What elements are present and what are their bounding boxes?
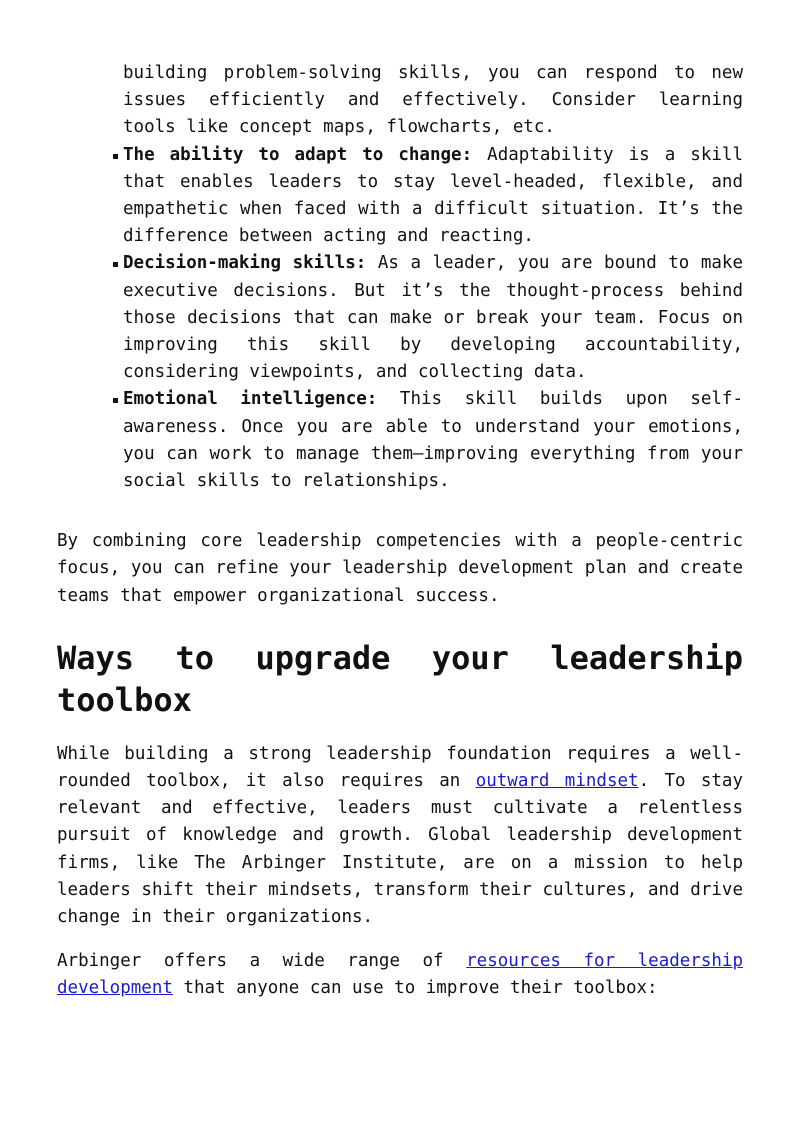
resources-paragraph bbox=[57, 948, 743, 1002]
list-item-title: Decision-making skills: bbox=[123, 253, 367, 274]
outward-mindset-link[interactable]: outward mindset bbox=[475, 771, 639, 792]
skills-list bbox=[57, 60, 743, 495]
resources-paragraph-start: Arbinger offers a wide range of bbox=[57, 951, 467, 972]
list-item-adapt bbox=[123, 142, 743, 251]
resources-paragraph-end: that anyone can use to improve their toolbox: bbox=[172, 978, 658, 999]
list-item-title: Emotional intelligence: bbox=[123, 389, 378, 410]
list-item-decision bbox=[123, 250, 743, 386]
toolbox-paragraph-start: While building a strong leadership foundation requires a well-rounded toolbox, it also requires an bbox=[57, 743, 743, 792]
summary-paragraph: By combining core leadership competencies with a people-centric focus, you can refine your leadership development plan and create teams that empower organizational success. bbox=[57, 531, 743, 606]
list-item-text: This skill builds upon self-awareness. Once you are able to understand your emotions, you can work to manage them—improving everything from your social skills to relationships. bbox=[123, 389, 744, 492]
list-item-title: The ability to adapt to change: bbox=[123, 144, 473, 165]
list-item-text: Adaptability is a skill that enables leaders to stay level-headed, flexible, and empathetic when faced with a difficult situation. It’s the difference between acting and reacting. bbox=[123, 144, 743, 247]
toolbox-paragraph-end: . To stay relevant and effective, leaders must cultivate a relentless pursuit of knowledge and growth. Global leadership development firms, like The Arbinger Institute, are on a mission to help leaders shift their mindsets, transform their cultures, and drive change in their organizations. bbox=[57, 771, 744, 928]
section-heading: Ways to upgrade your leadership toolbox bbox=[57, 638, 743, 719]
list-item-continuation-text: building problem-solving skills, you can respond to new issues efficiently and effectively. Consider learning tools like concept maps, flowcharts, etc. bbox=[123, 63, 743, 138]
resources-link[interactable]: resources for leadership development bbox=[57, 951, 743, 999]
list-item-emotional bbox=[123, 386, 743, 495]
list-item-text: As a leader, you are bound to make executive decisions. But it’s the thought-process behind those decisions that can make or break your team. Focus on improving this skill by developing accountability, considering viewpoints, and collecting data. bbox=[123, 253, 744, 383]
toolbox-paragraph bbox=[57, 741, 743, 931]
document-page bbox=[57, 60, 743, 1003]
list-item-continuation bbox=[123, 60, 743, 142]
